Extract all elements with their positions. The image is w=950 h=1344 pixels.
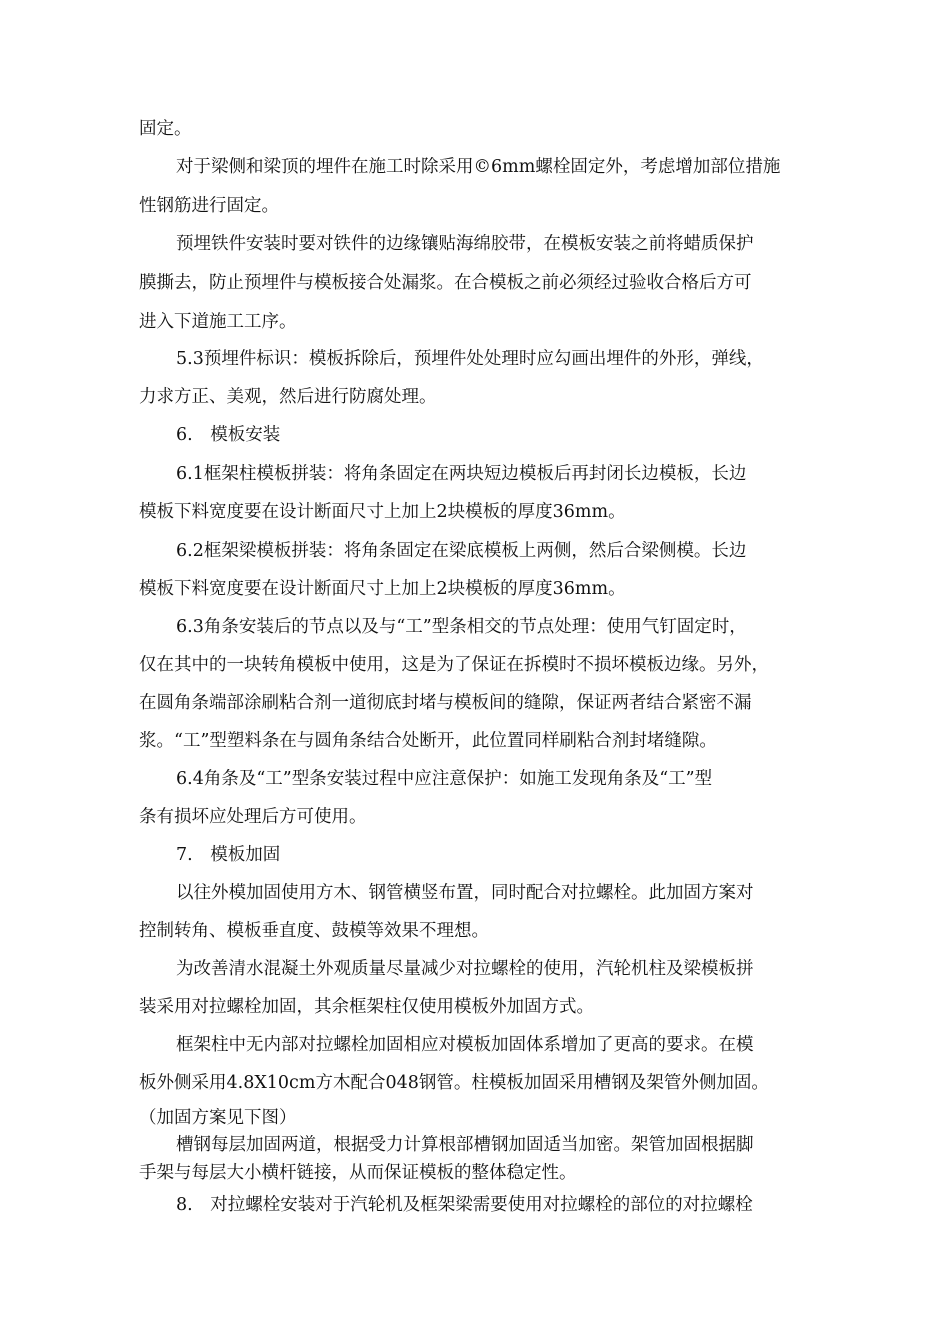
text-line: 装采用对拉螺栓加固，其余框架柱仅使用模板外加固方式。: [139, 997, 594, 1017]
text-line: 对于梁侧和梁顶的埋件在施工时除采用©6mm螺栓固定外，考虑增加部位措施: [176, 157, 781, 177]
text-line: 控制转角、模板垂直度、鼓模等效果不理想。: [139, 921, 489, 941]
text-line: 进入下道施工工序。: [139, 312, 297, 332]
text-line: 浆。“工”型塑料条在与圆角条结合处断开，此位置同样刷粘合剂封堵缝隙。: [139, 731, 717, 751]
text-line: 框架柱中无内部对拉螺栓加固相应对模板加固体系增加了更高的要求。在模: [176, 1035, 754, 1055]
text-line: 6.4角条及“工”型条安装过程中应注意保护：如施工发现角条及“工”型: [176, 769, 713, 789]
text-line: 6.3角条安装后的节点以及与“工”型条相交的节点处理：使用气钉固定时，: [176, 617, 747, 637]
text-line: 在圆角条端部涂刷粘合剂一道彻底封堵与模板间的缝隙，保证两者结合紧密不漏: [139, 693, 752, 713]
text-line: （加固方案见下图）: [139, 1108, 297, 1128]
section-heading: 7. 模板加固: [176, 845, 281, 865]
text-line: 模板下料宽度要在设计断面尺寸上加上2块模板的厚度36mm。: [139, 579, 626, 599]
section-heading: 6. 模板安装: [176, 425, 281, 445]
text-line: 槽钢每层加固两道，根据受力计算根部槽钢加固适当加密。架管加固根据脚: [176, 1135, 754, 1155]
text-line: 膜撕去，防止预埋件与模板接合处漏浆。在合模板之前必须经过验收合格后方可: [139, 273, 752, 293]
text-line: 仅在其中的一块转角模板中使用，这是为了保证在拆模时不损坏模板边缘。另外，: [139, 655, 769, 675]
text-line: 以往外模加固使用方木、钢管横竖布置，同时配合对拉螺栓。此加固方案对: [176, 883, 754, 903]
text-line: 力求方正、美观，然后进行防腐处理。: [139, 387, 437, 407]
text-line: 性钢筋进行固定。: [139, 196, 279, 216]
text-line: 5.3预埋件标识：模板拆除后，预埋件处处理时应勾画出埋件的外形，弹线，: [176, 349, 764, 369]
text-line: 6.2框架梁模板拼装：将角条固定在梁底模板上两侧，然后合梁侧模。长边: [176, 541, 747, 561]
text-line: 预埋铁件安装时要对铁件的边缘镶贴海绵胶带，在模板安装之前将蜡质保护: [176, 234, 754, 254]
section-heading: 8. 对拉螺栓安装对于汽轮机及框架梁需要使用对拉螺栓的部位的对拉螺栓: [176, 1195, 753, 1215]
text-line: 板外侧采用4.8X10cm方木配合048钢管。柱模板加固采用槽钢及架管外侧加固。: [139, 1073, 769, 1093]
text-line: 手架与每层大小横杆链接，从而保证模板的整体稳定性。: [139, 1163, 577, 1183]
text-line: 为改善清水混凝土外观质量尽量减少对拉螺栓的使用，汽轮机柱及梁模板拼: [176, 959, 754, 979]
text-line: 模板下料宽度要在设计断面尺寸上加上2块模板的厚度36mm。: [139, 502, 626, 522]
text-line: 6.1框架柱模板拼装：将角条固定在两块短边模板后再封闭长边模板，长边: [176, 464, 747, 484]
text-line: 固定。: [139, 119, 192, 139]
text-line: 条有损坏应处理后方可使用。: [139, 807, 367, 827]
